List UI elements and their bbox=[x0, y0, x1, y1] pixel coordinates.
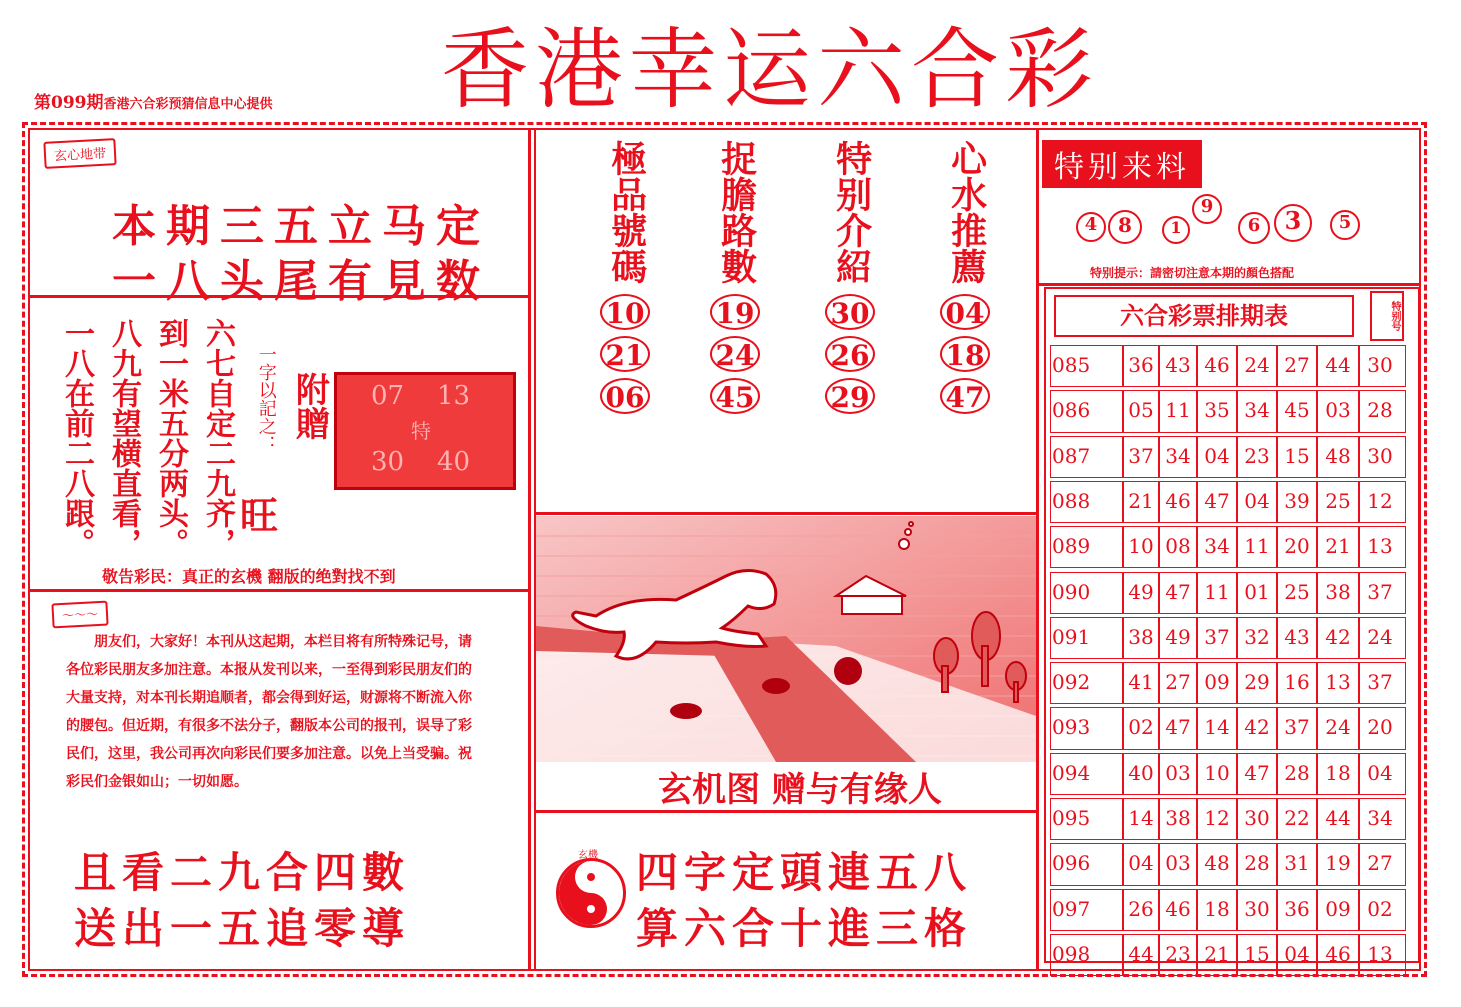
schedule-num: 24 bbox=[1244, 353, 1270, 377]
schedule-special-num: 12 bbox=[1367, 488, 1393, 513]
gift-wang: 旺 bbox=[240, 493, 279, 538]
schedule-cell-border bbox=[1196, 345, 1198, 387]
schedule-cell-border bbox=[1122, 662, 1124, 704]
schedule-num: 44 bbox=[1128, 941, 1154, 966]
schedule-num: 47 bbox=[1165, 715, 1191, 740]
schedule-cell-border bbox=[1122, 798, 1124, 840]
schedule-num: 10 bbox=[1128, 534, 1154, 559]
schedule-period: 090 bbox=[1052, 579, 1091, 604]
schedule-cell-border bbox=[1316, 617, 1318, 659]
schedule-num: 04 bbox=[1284, 941, 1310, 966]
schedule-cell-border bbox=[1196, 390, 1198, 432]
schedule-num: 46 bbox=[1204, 353, 1230, 377]
col-4-num-3: 47 bbox=[940, 378, 990, 414]
schedule-cell-border bbox=[1236, 572, 1238, 614]
schedule-num: 02 bbox=[1128, 715, 1154, 740]
schedule-cell-border bbox=[1122, 390, 1124, 432]
schedule-num: 30 bbox=[1244, 896, 1270, 921]
schedule-cell-border bbox=[1316, 753, 1318, 795]
schedule-cell-border bbox=[1236, 345, 1238, 387]
schedule-special-num: 27 bbox=[1367, 851, 1393, 876]
divider-right bbox=[1036, 128, 1039, 971]
schedule-num: 44 bbox=[1325, 806, 1351, 830]
schedule-num: 13 bbox=[1325, 670, 1351, 695]
schedule-num: 37 bbox=[1204, 624, 1230, 649]
schedule-cell-border bbox=[1236, 889, 1238, 931]
special-num-1: 4 bbox=[1076, 212, 1106, 242]
schedule-num: 44 bbox=[1325, 353, 1351, 377]
schedule-cell-border bbox=[1122, 843, 1124, 885]
schedule-cell-border bbox=[1236, 390, 1238, 432]
schedule-cell-border bbox=[1316, 390, 1318, 432]
col-4-num-2: 18 bbox=[940, 336, 990, 372]
special-num-5: 6 bbox=[1238, 212, 1270, 244]
schedule-cell-border bbox=[1358, 934, 1360, 976]
schedule-period: 089 bbox=[1052, 534, 1091, 559]
schedule-cell-border bbox=[1358, 707, 1360, 749]
schedule-cell-border bbox=[1358, 436, 1360, 478]
schedule-cell-border bbox=[1358, 798, 1360, 840]
schedule-num: 15 bbox=[1244, 941, 1270, 966]
schedule-cell-border bbox=[1276, 843, 1278, 885]
schedule-period: 095 bbox=[1052, 806, 1091, 830]
schedule-cell-border bbox=[1316, 889, 1318, 931]
schedule-num: 47 bbox=[1244, 760, 1270, 785]
schedule-cell-border bbox=[1122, 526, 1124, 568]
schedule-cell-border bbox=[1196, 843, 1198, 885]
schedule-num: 34 bbox=[1165, 443, 1191, 468]
schedule-num: 04 bbox=[1244, 488, 1270, 513]
schedule-num: 38 bbox=[1128, 624, 1154, 649]
schedule-period: 086 bbox=[1052, 398, 1091, 423]
schedule-num: 42 bbox=[1325, 624, 1351, 649]
schedule-num: 49 bbox=[1128, 579, 1154, 604]
schedule-special-num: 02 bbox=[1367, 896, 1393, 921]
schedule-cell-border bbox=[1276, 390, 1278, 432]
special-numbers bbox=[1076, 196, 1376, 250]
col-4-num-1: 04 bbox=[940, 294, 990, 330]
schedule-special-num: 37 bbox=[1367, 670, 1393, 695]
schedule-period: 091 bbox=[1052, 624, 1091, 649]
schedule-cell-border bbox=[1122, 934, 1124, 976]
schedule-num: 21 bbox=[1204, 941, 1230, 966]
special-num-7: 5 bbox=[1330, 210, 1360, 240]
ball-drawing bbox=[834, 657, 862, 685]
col-2-num-3: 45 bbox=[710, 378, 760, 414]
yin-yang-icon bbox=[556, 858, 626, 928]
panel-num-2: 13 bbox=[437, 381, 471, 411]
schedule-cell-border bbox=[1158, 436, 1160, 478]
schedule-num: 47 bbox=[1204, 488, 1230, 513]
schedule-num: 19 bbox=[1325, 851, 1351, 876]
schedule-cell-border bbox=[1316, 436, 1318, 478]
special-hint: 特别提示：請密切注意本期的顏色搭配 bbox=[1090, 266, 1295, 280]
schedule-period: 094 bbox=[1052, 760, 1091, 785]
schedule-num: 14 bbox=[1204, 715, 1230, 740]
illustration-caption: 玄机图 赠与有缘人 bbox=[658, 770, 942, 810]
schedule-cell-border bbox=[1316, 572, 1318, 614]
poem-col-2: 到一米五分两头。 bbox=[153, 318, 188, 558]
schedule-num: 46 bbox=[1165, 896, 1191, 921]
schedule-cell-border bbox=[1122, 889, 1124, 931]
schedule-cell-border bbox=[1122, 617, 1124, 659]
schedule-period: 098 bbox=[1052, 941, 1091, 966]
schedule-special-num: 28 bbox=[1367, 398, 1393, 423]
issue-provider: 香港六合彩预猜信息中心提供 bbox=[103, 97, 273, 112]
schedule-cell-border bbox=[1158, 753, 1160, 795]
schedule-num: 28 bbox=[1284, 760, 1310, 785]
schedule-num: 09 bbox=[1204, 670, 1230, 695]
schedule-table bbox=[1044, 287, 1420, 966]
bottom-mid-line2: 算六合十進三格 bbox=[636, 904, 973, 953]
schedule-num: 22 bbox=[1284, 806, 1310, 830]
schedule-num: 34 bbox=[1204, 534, 1230, 559]
schedule-cell-border bbox=[1196, 481, 1198, 523]
prediction-columns bbox=[600, 140, 1020, 500]
schedule-cell-border bbox=[1358, 345, 1360, 387]
panel-num-1: 07 bbox=[371, 381, 405, 411]
riddle-illustration bbox=[536, 516, 1036, 762]
col-1 bbox=[600, 140, 650, 414]
col-3 bbox=[825, 140, 875, 414]
headline-line1: 本期三五立马定 bbox=[112, 201, 490, 252]
schedule-num: 47 bbox=[1165, 579, 1191, 604]
headline-line2: 一八头尾有見数 bbox=[112, 256, 490, 307]
schedule-num: 38 bbox=[1165, 806, 1191, 830]
schedule-cell-border bbox=[1158, 617, 1160, 659]
schedule-num: 15 bbox=[1284, 443, 1310, 468]
schedule-cell-border bbox=[1316, 707, 1318, 749]
schedule-num: 46 bbox=[1165, 488, 1191, 513]
schedule-cell-border bbox=[1316, 481, 1318, 523]
col-4 bbox=[940, 140, 990, 414]
schedule-num: 49 bbox=[1165, 624, 1191, 649]
schedule-period: 088 bbox=[1052, 488, 1091, 513]
col-1-num-2: 21 bbox=[600, 336, 650, 372]
bottom-line1: 且看二九合四數 bbox=[74, 848, 411, 897]
schedule-num: 25 bbox=[1325, 488, 1351, 513]
schedule-cell-border bbox=[1276, 436, 1278, 478]
schedule-cell-border bbox=[1122, 481, 1124, 523]
col-1-num-1: 10 bbox=[600, 294, 650, 330]
schedule-cell-border bbox=[1236, 662, 1238, 704]
schedule-special-num: 04 bbox=[1367, 760, 1393, 785]
special-num-2: 8 bbox=[1108, 210, 1142, 244]
page-title: 香港幸运六合彩 bbox=[440, 18, 1099, 121]
col-2-num-1: 19 bbox=[710, 294, 760, 330]
schedule-num: 43 bbox=[1165, 353, 1191, 377]
schedule-num: 11 bbox=[1165, 398, 1191, 423]
schedule-cell-border bbox=[1358, 390, 1360, 432]
schedule-num: 23 bbox=[1244, 443, 1270, 468]
schedule-cell-border bbox=[1158, 526, 1160, 568]
schedule-cell-border bbox=[1276, 798, 1278, 840]
schedule-num: 03 bbox=[1325, 398, 1351, 423]
schedule-period: 085 bbox=[1052, 353, 1091, 377]
schedule-special-num: 13 bbox=[1367, 534, 1393, 559]
schedule-num: 23 bbox=[1165, 941, 1191, 966]
schedule-cell-border bbox=[1236, 753, 1238, 795]
schedule-cell-border bbox=[1158, 934, 1160, 976]
yin-yang-label: 玄機 bbox=[578, 850, 598, 861]
divider-right1 bbox=[1036, 283, 1421, 286]
schedule-cell-border bbox=[1122, 753, 1124, 795]
schedule-special-num: 13 bbox=[1367, 941, 1393, 966]
schedule-cell-border bbox=[1358, 753, 1360, 795]
col-3-num-1: 30 bbox=[825, 294, 875, 330]
issue-number bbox=[34, 88, 273, 113]
schedule-num: 35 bbox=[1204, 398, 1230, 423]
schedule-cell-border bbox=[1316, 934, 1318, 976]
schedule-special-num: 37 bbox=[1367, 579, 1393, 604]
schedule-num: 27 bbox=[1284, 353, 1310, 377]
schedule-period: 092 bbox=[1052, 670, 1091, 695]
col-2-num-2: 24 bbox=[710, 336, 760, 372]
schedule-period: 093 bbox=[1052, 715, 1091, 740]
schedule-num: 10 bbox=[1204, 760, 1230, 785]
section-tag: 玄心地带 bbox=[43, 138, 116, 169]
schedule-cell-border bbox=[1236, 707, 1238, 749]
schedule-num: 27 bbox=[1165, 670, 1191, 695]
schedule-cell-border bbox=[1158, 889, 1160, 931]
schedule-cell-border bbox=[1236, 436, 1238, 478]
col-2-heading: 捉膽路數 bbox=[715, 140, 758, 284]
col-3-num-2: 26 bbox=[825, 336, 875, 372]
schedule-cell-border bbox=[1158, 572, 1160, 614]
special-num-3: 1 bbox=[1162, 216, 1190, 244]
schedule-cell-border bbox=[1158, 481, 1160, 523]
schedule-cell-border bbox=[1358, 843, 1360, 885]
schedule-num: 18 bbox=[1325, 760, 1351, 785]
bottom-line2: 送出一五追零導 bbox=[74, 904, 411, 953]
schedule-cell-border bbox=[1236, 481, 1238, 523]
schedule-num: 03 bbox=[1165, 851, 1191, 876]
schedule-num: 08 bbox=[1165, 534, 1191, 559]
panel-num-3: 30 bbox=[371, 447, 405, 477]
schedule-special-num: 24 bbox=[1367, 624, 1393, 649]
schedule-cell-border bbox=[1276, 345, 1278, 387]
schedule-period: 096 bbox=[1052, 851, 1091, 876]
schedule-cell-border bbox=[1236, 526, 1238, 568]
schedule-num: 31 bbox=[1284, 851, 1310, 876]
schedule-cell-border bbox=[1158, 843, 1160, 885]
schedule-cell-border bbox=[1236, 798, 1238, 840]
schedule-cell-border bbox=[1316, 526, 1318, 568]
special-num-6: 3 bbox=[1274, 204, 1312, 242]
schedule-num: 18 bbox=[1204, 896, 1230, 921]
schedule-cell-border bbox=[1236, 934, 1238, 976]
schedule-num: 48 bbox=[1325, 443, 1351, 468]
poem-col-4: 一八在前二八跟。 bbox=[59, 318, 94, 558]
schedule-num: 03 bbox=[1165, 760, 1191, 785]
col-4-heading: 心水推薦 bbox=[945, 140, 988, 284]
special-num-4: 9 bbox=[1192, 194, 1222, 224]
schedule-num: 21 bbox=[1325, 534, 1351, 559]
schedule-cell-border bbox=[1316, 345, 1318, 387]
notice-text: 朋友们，大家好！本刊从这起期，本栏目将有所特殊记号，请各位彩民朋友多加注意。本报从发刊以来，一至得到彩民朋友们的大量支持，对本刊长期追顺者，都会得到好运，财源将不断流入你的腰包。但近期，有很多不法分子，翻版本公司的报刊，误导了彩民们，这里，我公司再次向彩民们要多加注意。以免上当受骗。祝彩民们金银如山；一切如愿。 bbox=[66, 634, 472, 790]
schedule-cell-border bbox=[1158, 345, 1160, 387]
col-1-num-3: 06 bbox=[600, 378, 650, 414]
schedule-num: 34 bbox=[1244, 398, 1270, 423]
schedule-cell-border bbox=[1358, 662, 1360, 704]
gift-note: 一字以記之： bbox=[255, 345, 277, 453]
schedule-num: 20 bbox=[1284, 534, 1310, 559]
schedule-cell-border bbox=[1316, 798, 1318, 840]
schedule-cell-border bbox=[1196, 889, 1198, 931]
schedule-special-header: 特别号 bbox=[1370, 291, 1404, 341]
special-label: 特别来料 bbox=[1042, 140, 1202, 188]
schedule-cell-border bbox=[1276, 617, 1278, 659]
schedule-cell-border bbox=[1276, 572, 1278, 614]
poem-col-3: 八九有望横直看， bbox=[106, 318, 141, 558]
schedule-num: 41 bbox=[1128, 670, 1154, 695]
schedule-cell-border bbox=[1276, 526, 1278, 568]
schedule-cell-border bbox=[1196, 617, 1198, 659]
col-1-heading: 極品號碼 bbox=[605, 140, 648, 284]
poem-col-1: 六七自定二九齐， bbox=[200, 318, 235, 558]
schedule-cell-border bbox=[1358, 481, 1360, 523]
schedule-num: 14 bbox=[1128, 806, 1154, 830]
schedule-num: 25 bbox=[1284, 579, 1310, 604]
schedule-num: 28 bbox=[1244, 851, 1270, 876]
schedule-num: 09 bbox=[1325, 896, 1351, 921]
schedule-cell-border bbox=[1276, 753, 1278, 795]
schedule-special-num: 20 bbox=[1367, 715, 1393, 740]
schedule-num: 04 bbox=[1128, 851, 1154, 876]
schedule-cell-border bbox=[1236, 617, 1238, 659]
col-3-num-3: 29 bbox=[825, 378, 875, 414]
schedule-cell-border bbox=[1276, 934, 1278, 976]
divider-lt2 bbox=[28, 589, 528, 592]
poem bbox=[34, 318, 234, 558]
schedule-num: 11 bbox=[1244, 534, 1270, 559]
schedule-cell-border bbox=[1122, 436, 1124, 478]
schedule-num: 21 bbox=[1128, 488, 1154, 513]
col-2 bbox=[710, 140, 760, 414]
issue-label: 第099期 bbox=[34, 93, 104, 113]
schedule-cell-border bbox=[1196, 526, 1198, 568]
panel-num-4: 40 bbox=[437, 447, 471, 477]
schedule-cell-border bbox=[1276, 707, 1278, 749]
notice-tag: ～～～ bbox=[51, 601, 108, 629]
schedule-cell-border bbox=[1196, 572, 1198, 614]
schedule-cell-border bbox=[1196, 798, 1198, 840]
schedule-num: 05 bbox=[1128, 398, 1154, 423]
schedule-cell-border bbox=[1358, 572, 1360, 614]
schedule-cell-border bbox=[1358, 889, 1360, 931]
schedule-special-num: 30 bbox=[1367, 443, 1393, 468]
schedule-num: 32 bbox=[1244, 624, 1270, 649]
schedule-cell-border bbox=[1122, 572, 1124, 614]
schedule-num: 01 bbox=[1244, 579, 1270, 604]
schedule-num: 45 bbox=[1284, 398, 1310, 423]
schedule-period: 097 bbox=[1052, 896, 1091, 921]
schedule-num: 37 bbox=[1284, 715, 1310, 740]
schedule-cell-border bbox=[1196, 934, 1198, 976]
schedule-cell-border bbox=[1276, 662, 1278, 704]
schedule-num: 40 bbox=[1128, 760, 1154, 785]
schedule-num: 43 bbox=[1284, 624, 1310, 649]
schedule-num: 39 bbox=[1284, 488, 1310, 513]
schedule-cell-border bbox=[1196, 707, 1198, 749]
schedule-num: 16 bbox=[1284, 670, 1310, 695]
panel-mid: 特 bbox=[411, 419, 431, 443]
schedule-num: 36 bbox=[1128, 353, 1154, 377]
schedule-cell-border bbox=[1196, 753, 1198, 795]
schedule-num: 29 bbox=[1244, 670, 1270, 695]
schedule-cell-border bbox=[1276, 481, 1278, 523]
col-3-heading: 特别介紹 bbox=[830, 140, 873, 284]
schedule-num: 30 bbox=[1244, 806, 1270, 830]
schedule-num: 37 bbox=[1128, 443, 1154, 468]
schedule-cell-border bbox=[1158, 662, 1160, 704]
schedule-special-num: 30 bbox=[1367, 353, 1393, 377]
schedule-cell-border bbox=[1196, 436, 1198, 478]
warning-text: 敬告彩民：真正的玄機 翻版的绝對找不到 bbox=[102, 567, 396, 586]
schedule-num: 36 bbox=[1284, 896, 1310, 921]
schedule-cell-border bbox=[1158, 798, 1160, 840]
bottom-mid-line1: 四字定頭連五八 bbox=[636, 848, 973, 897]
schedule-num: 11 bbox=[1204, 579, 1230, 604]
schedule-cell-border bbox=[1158, 707, 1160, 749]
schedule-num: 38 bbox=[1325, 579, 1351, 604]
schedule-cell-border bbox=[1196, 662, 1198, 704]
schedule-cell-border bbox=[1122, 707, 1124, 749]
divider-left bbox=[528, 128, 531, 971]
gift-panel bbox=[334, 372, 516, 490]
schedule-cell-border bbox=[1358, 526, 1360, 568]
schedule-num: 04 bbox=[1204, 443, 1230, 468]
schedule-num: 26 bbox=[1128, 896, 1154, 921]
schedule-num: 46 bbox=[1325, 941, 1351, 966]
schedule-cell-border bbox=[1236, 843, 1238, 885]
gift-label: 附贈 bbox=[289, 372, 330, 440]
schedule-cell-border bbox=[1158, 390, 1160, 432]
schedule-cell-border bbox=[1358, 617, 1360, 659]
schedule-cell-border bbox=[1276, 889, 1278, 931]
schedule-period: 087 bbox=[1052, 443, 1091, 468]
schedule-title: 六合彩票排期表 bbox=[1054, 295, 1354, 337]
schedule-cell-border bbox=[1316, 662, 1318, 704]
schedule-num: 42 bbox=[1244, 715, 1270, 740]
schedule-num: 12 bbox=[1204, 806, 1230, 830]
schedule-cell-border bbox=[1122, 345, 1124, 387]
schedule-num: 48 bbox=[1204, 851, 1230, 876]
schedule-cell-border bbox=[1316, 843, 1318, 885]
schedule-num: 24 bbox=[1325, 715, 1351, 740]
divider-mid1 bbox=[534, 512, 1036, 515]
schedule-special-num: 34 bbox=[1367, 806, 1393, 830]
